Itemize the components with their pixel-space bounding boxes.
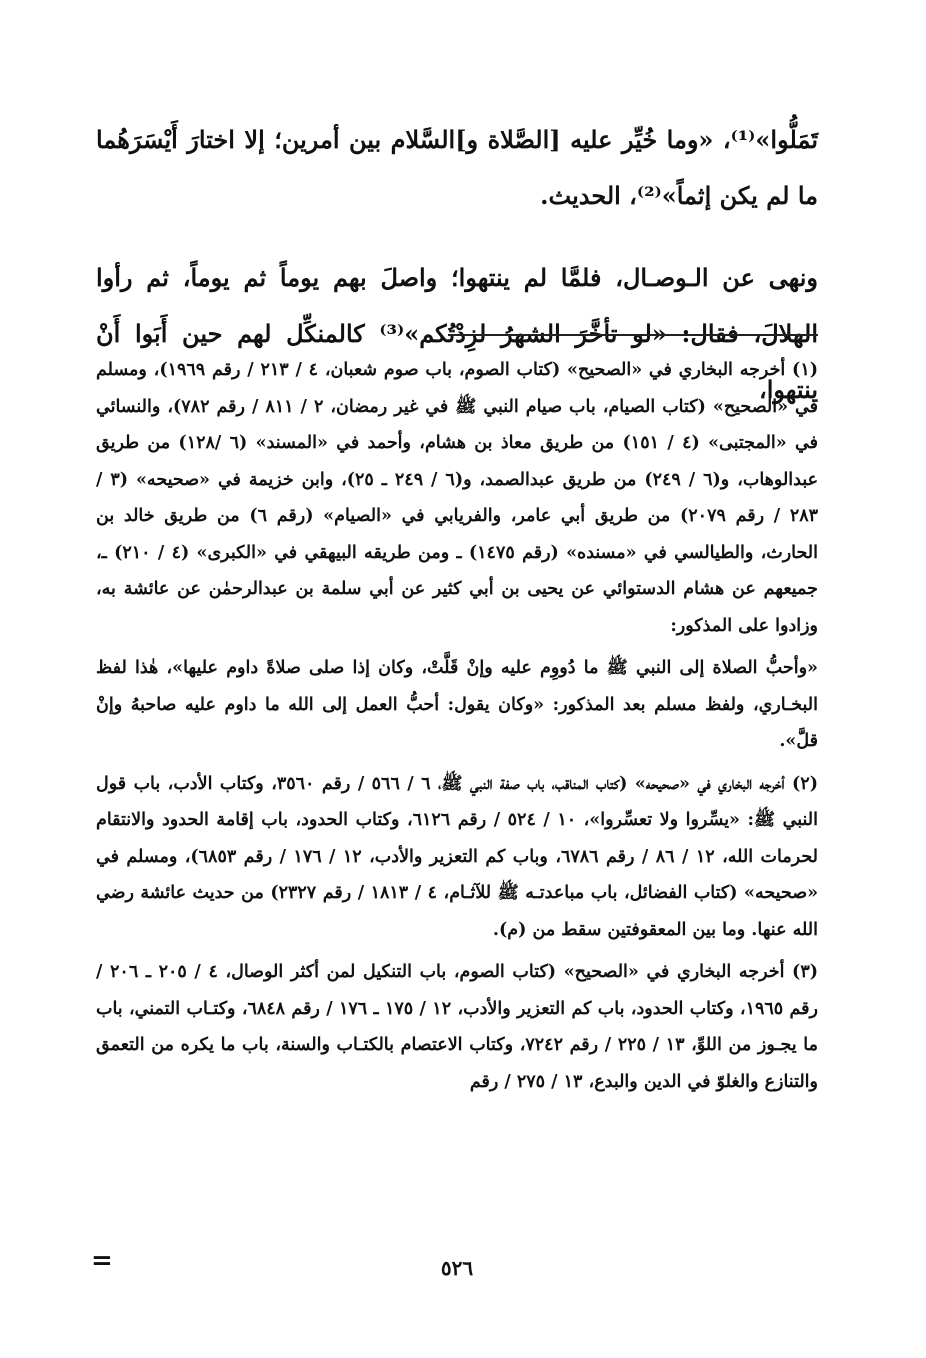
main-paragraph-2: ونهى عن الـوصـال، فلمَّا لم ينتهوا؛ واصلَ بهم يوماً ثم يوماً، ثم رأوا الهلالَ، فقال: «لو تأخَّرَ الشهرُ لزِدْتُكم»⁽³⁾ كالمنكِّل لهم حين أَبَوا أَنْ ينتهوا، <box>96 263 818 404</box>
footnote-1: (١) أخرجه البخاري في «الصحيح» (كتاب الصوم، باب صوم شعبان، ٤ / ٢١٣ / رقم ١٩٦٩)، ومسلم في «الصحيح» (كتاب الصيام، باب صيام النبي ﷺ في غير رمضان، ٢ / ٨١١ / رقم ٧٨٢)، والنسائي في «المجتبى» (٤ / ١٥١) من طريق معاذ بن هشام، وأحمد في «المسند» (٦ /١٢٨) من طريق عبدالوهاب، و(٦ / ٢٤٩) من طريق عبدالصمد، و(٦ / ٢٤٩ ـ ٢٥)، وابن خزيمة في «صحيحه» (٣ / ٢٨٣ / رقم ٢٠٧٩) من طريق أبي عامر، والفريابي في «الصيام» (رقم ٦) من طريق خالد بن الحارث، والطيالسي في «مسنده» (رقم ١٤٧٥) ـ ومن طريقه البيهقي في «الكبرى» (٤ / ٢١٠) ـ، جميعهم عن هشام الدستوائي عن يحيى بن أبي كثير عن أبي سلمة بن عبدالرحمٰن عن عائشة به، وزادوا على المذكور: <box>96 360 819 636</box>
continuation-mark: = <box>91 1246 113 1276</box>
footnote-separator <box>448 334 818 336</box>
footnotes <box>96 352 818 1106</box>
footnote-3: (٣) أخرجه البخاري في «الصحيح» (كتاب الصوم، باب التنكيل لمن أكثر الوصال، ٤ / ٢٠٥ ـ ٢٠٦ / رقم ١٩٦٥، وكتاب الحدود، باب كم التعزير والأدب، ١٢ / ١٧٥ ـ ١٧٦ / رقم ٦٨٤٨، وكتـاب التمني، باب ما يجـوز من اللوِّ، ١٣ / ٢٢٥ / رقم ٧٢٤٢، وكتاب الاعتصام بالكتـاب والسنة، باب ما يكره من التعمق والتنازع والغلوّ في الدين والبدع، ١٣ / ٢٧٥ / رقم <box>96 962 819 1092</box>
footnote-2: (٢) أخرجه البخاري في «صحيحه» (كتاب المناقب، باب صفة النبي ﷺ، ٦ / ٥٦٦ / رقم ٣٥٦٠، وكتاب الأدب، باب قول النبي ﷺ: «يسِّروا ولا تعسِّروا»، ١٠ / ٥٢٤ / رقم ٦١٢٦، وكتاب الحدود، باب إقامة الحدود والانتقام لحرمات الله، ١٢ / ٨٦ / رقم ٦٧٨٦، وباب كم التعزير والأدب، ١٢ / ١٧٦ / رقم ٦٨٥٣)، ومسلم في «صحيحه» (كتاب الفضائل، باب مباعدتـه ﷺ للآثـام، ٤ / ١٨١٣ / رقم ٢٣٢٧) من حديث عائشة رضي الله عنها. وما بين المعقوفتين سقط من (م). <box>96 773 819 940</box>
book-page <box>91 0 819 1358</box>
page-number: ٥٢٦ <box>440 1256 474 1280</box>
footnote-1-quote: «وأحبُّ الصلاة إلى النبي ﷺ ما دُووِم عليه وإنْ قَلَّتْ، وكان إذا صلى صلاةً داوم عليها»، هٰذا لفظ البخـاري، ولفظ مسلم بعد المذكور: «وكان يقول: أحبُّ العمل إلى الله ما داوم عليه صاحبهُ وإنْ قلَّ». <box>96 658 818 751</box>
main-paragraph-1: تَمَلُّوا»⁽¹⁾، «وما خُيِّر عليه [الصَّلاة و]السَّلام بين أمرين؛ إلا اختارَ أَيْسَرَهُما ما لم يكن إثماً»⁽²⁾، الحديث. <box>96 125 818 210</box>
